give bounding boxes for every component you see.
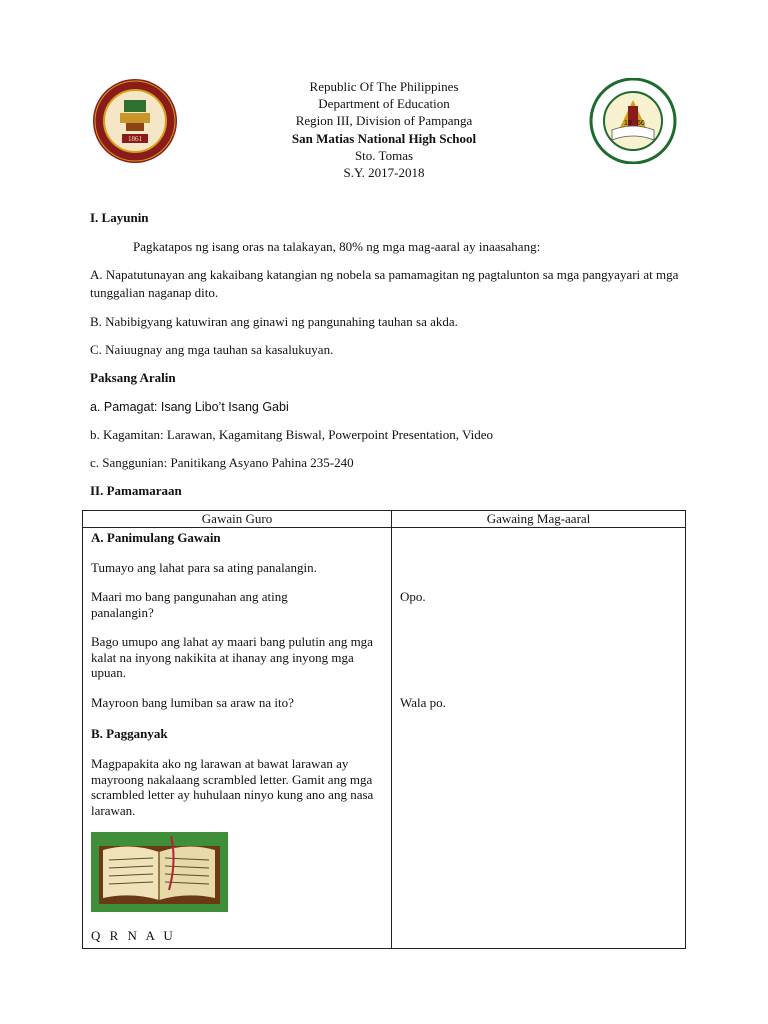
open-quran-book-image bbox=[91, 832, 228, 912]
teacher-line-prayer: Tumayo ang lahat para sa ating panalangin. bbox=[91, 560, 317, 575]
objective-b: B. Nabibigyang katuwiran ang ginawi ng pangunahing tauhan sa akda. bbox=[90, 314, 458, 329]
layunin-intro: Pagkatapos ng isang oras na talakayan, 80% ng mga mag-aaral ay inaasahang: bbox=[133, 239, 541, 254]
header-line-department: Department of Education bbox=[318, 96, 450, 112]
pagganyak-heading: B. Pagganyak bbox=[91, 726, 168, 741]
header-school-name: San Matias National High School bbox=[291, 130, 477, 146]
document-header bbox=[0, 78, 768, 181]
student-activity-cell bbox=[392, 528, 686, 949]
section-pamamaraan-title: II. Pamamaraan bbox=[90, 483, 182, 498]
svg-text:66: 66 bbox=[637, 120, 645, 127]
student-response-wala-po: Wala po. bbox=[400, 695, 446, 710]
teacher-line-lead-prayer: Maari mo bang pangunahan ang ating panalangin? bbox=[91, 589, 288, 620]
column-header-gawaing-mag-aaral: Gawaing Mag-aaral bbox=[392, 511, 686, 528]
objective-c: C. Naiuugnay ang mga tauhan sa kasalukuyan. bbox=[90, 342, 334, 357]
teacher-line-attendance: Mayroon bang lumiban sa araw na ito? bbox=[91, 695, 294, 710]
table-row bbox=[83, 528, 686, 949]
table-header-row bbox=[83, 511, 686, 528]
student-response-opo: Opo. bbox=[400, 589, 426, 604]
svg-text:19: 19 bbox=[624, 120, 632, 127]
paksa-sanggunian: c. Sanggunian: Panitikang Asyano Pahina 235-240 bbox=[90, 455, 354, 470]
teacher-line-scrambled-instructions: Magpapakita ako ng larawan at bawat larawan ay mayroong nakalaang scrambled letter. Gamit ang mga scrambled letter ay huhulaan ninyo kung ano ang nasa larawan. bbox=[91, 756, 374, 818]
section-paksang-aralin-title: Paksang Aralin bbox=[90, 370, 176, 385]
header-line-region: Region III, Division of Pampanga bbox=[295, 113, 473, 129]
teacher-activity-cell bbox=[83, 528, 392, 949]
header-school-year: S.Y. 2017-2018 bbox=[343, 165, 425, 181]
column-header-gawain-guro: Gawain Guro bbox=[83, 511, 392, 528]
svg-text:1861: 1861 bbox=[128, 135, 142, 143]
panimulang-gawain-heading: A. Panimulang Gawain bbox=[91, 530, 221, 545]
paksa-pamagat: a. Pamagat: Isang Libo’t Isang Gabi bbox=[90, 400, 289, 414]
section-layunin-title: I. Layunin bbox=[90, 210, 149, 225]
scrambled-letters: Q R N A U bbox=[91, 928, 176, 943]
paksa-kagamitan: b. Kagamitan: Larawan, Kagamitang Biswal, Powerpoint Presentation, Video bbox=[90, 427, 493, 442]
header-town: Sto. Tomas bbox=[354, 147, 414, 163]
objective-a: A. Napatutunayan ang kakaibang katangian ng nobela sa pamamagitan ng pagtalunton sa mga pangyayari at mga tunggalian naganap dito. bbox=[90, 267, 679, 300]
teacher-line-clean-up: Bago umupo ang lahat ay maari bang pulutin ang mga kalat na inyong nakikita at ihanay ang inyong mga upuan. bbox=[91, 634, 373, 680]
header-line-republic: Republic Of The Philippines bbox=[309, 79, 459, 94]
lesson-procedure-table bbox=[82, 510, 686, 949]
